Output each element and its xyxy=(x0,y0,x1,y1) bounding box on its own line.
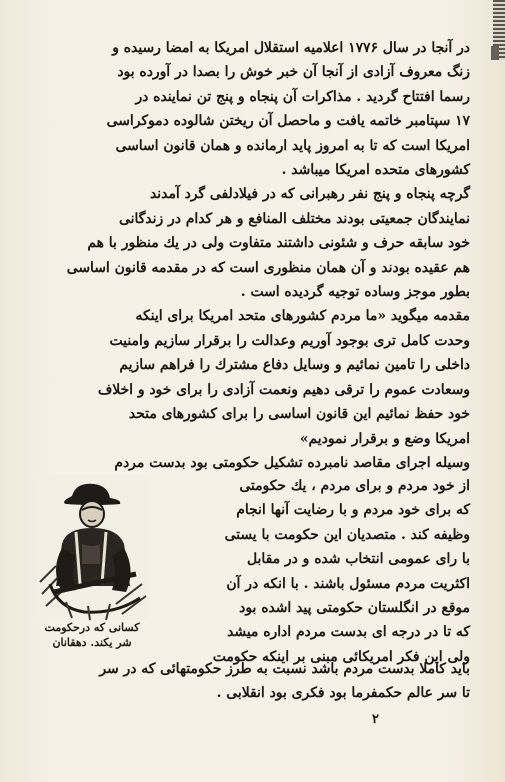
page-number: ۲ xyxy=(372,712,379,727)
text-line: خود حفظ نمائیم این قانون اساسی را برای کشورهای متحد xyxy=(128,406,470,423)
text-line: زنگ معروف آزادی از آنجا آن خبر خوش را بصدا در آورده بود xyxy=(117,64,470,81)
text-line: باید کاملا بدست مردم باشد نسبت به طرز حکومتهائی که در سر xyxy=(99,661,470,677)
text-line: نمایندگان جمعیتی بودند مختلف المنافع و هر کدام در زندگانی xyxy=(119,210,470,227)
text-line: کشورهای متحده امریکا میباشد . xyxy=(281,162,470,179)
figure-caption xyxy=(36,620,148,650)
text-line: با رای عمومی انتخاب شده و در مقابل xyxy=(247,551,470,568)
text-line: ۱۷ سپتامبر خاتمه یافت و ماحصل آن ریختن شالوده دموکراسی xyxy=(106,113,470,130)
text-line: بطور موجز وساده توجیه گردیده است . xyxy=(240,284,470,301)
text-line: امریکا است که تا به امروز پاید ارمانده و همان قانون اساسی xyxy=(115,137,470,154)
text-line: از خود مردم و برای مردم ، یك حکومتی xyxy=(239,478,470,494)
text-line: وسعادت عموم را ترقی دهیم ونعمت آزادی را برای خود و اخلاف xyxy=(97,381,470,398)
text-line: وسیله اجرای مقاصد نامبرده تشکیل حکومتی بود بدست مردم xyxy=(114,454,470,471)
text-line: رسما افتتاح گردید . مذاکرات آن پنجاه و پنج تن نماینده در xyxy=(135,88,470,105)
text-line: ولی این فکر امریکائی مبنی بر اینکه حکومت xyxy=(212,648,470,665)
main-text-block xyxy=(34,36,470,475)
text-line: مقدمه میگوید «ما مردم کشورهای متحد امریکا برای اینکه xyxy=(135,308,470,325)
text-line: وظیفه کند . متصدیان این حکومت با یستی xyxy=(224,526,470,543)
text-line: وحدت کامل تری بوجود آوریم وعدالت را برقرار سازیم وامنیت xyxy=(109,332,470,349)
farmer-icon xyxy=(36,474,148,620)
text-line: گرچه پنجاه و پنج نفر رهبرانی که در فیلادلفی گرد آمدند xyxy=(150,186,470,203)
text-line: داخلی را تامین نمائیم و وسایل دفاع مشترك را فراهم سازیم xyxy=(119,357,470,374)
farmer-illustration xyxy=(36,474,148,674)
page-edge-binding xyxy=(493,0,505,60)
text-line: که برای خود مردم و با رضایت آنها انجام xyxy=(236,502,470,519)
wrapped-text-block xyxy=(160,474,470,669)
text-line: در آنجا در سال ۱۷۷۶ اعلامیه استقلال امریکا به امضا رسیده و xyxy=(112,40,470,56)
text-line: خود سابقه حرف و شئونی داشتند متفاوت ولی در یك منظور با هم xyxy=(87,235,470,252)
text-line: هم عقیده بودند و آن همان منظوری است که در مقدمه قانون اساسی xyxy=(66,259,470,276)
text-line: تا سر عالم حکمفرما بود فکری بود انقلابی . xyxy=(216,685,470,702)
text-line: موقع در انگلستان حکومتی پید اشده بود xyxy=(239,600,470,617)
caption-line-1: کسانی که درحکومت xyxy=(44,621,140,634)
text-line: امریکا وضع و برقرار نمودیم» xyxy=(299,430,470,447)
caption-line-2: شر یکند. دهقانان xyxy=(52,636,132,649)
closing-text-block xyxy=(34,657,470,706)
text-line: اکثریت مردم مسئول باشند . با انکه در آن xyxy=(226,575,470,592)
text-line: که تا در درجه ای بدست مردم اداره میشد xyxy=(227,624,470,641)
